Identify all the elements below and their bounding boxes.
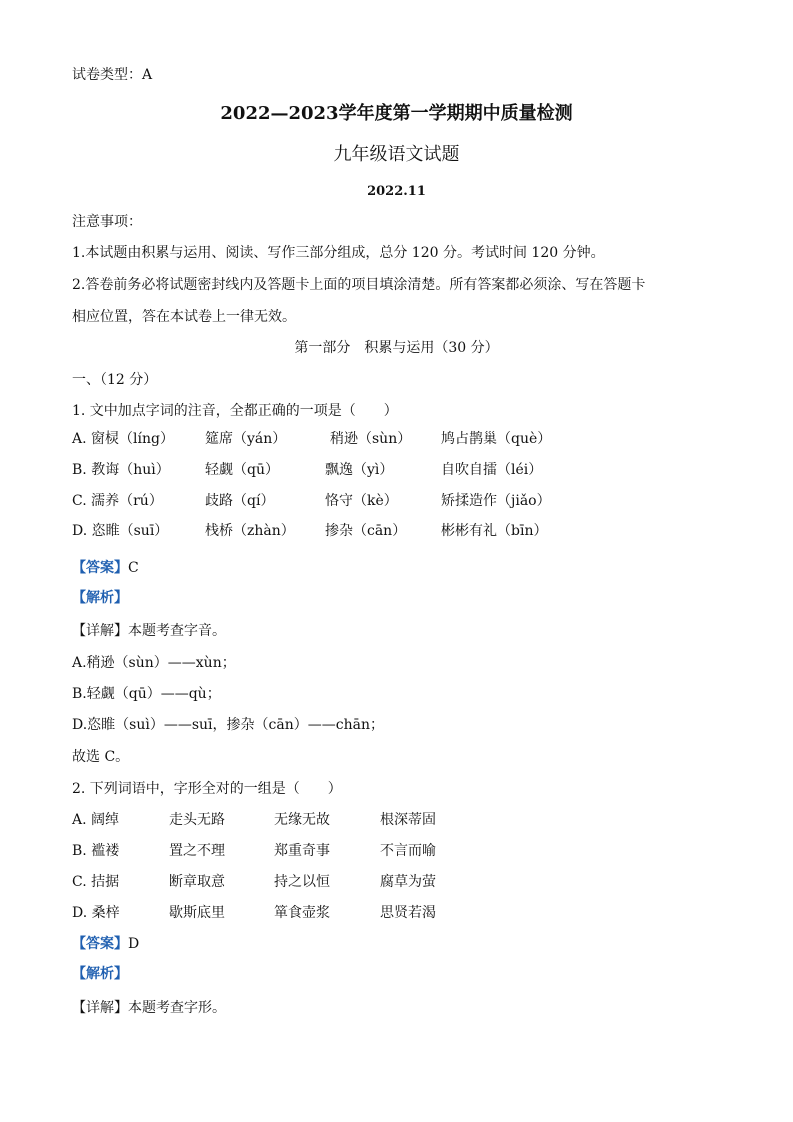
q2-option-a-word3: 无缘无故 (274, 812, 330, 828)
q2-option-a-word2: 走头无路 (169, 812, 225, 828)
q2-option-b-word4: 不言而喻 (380, 843, 436, 859)
answer-tag: 【答案】 (72, 936, 128, 952)
q2-answer: D (128, 936, 140, 952)
q2-option-c: C. 拮据 (72, 874, 120, 890)
q2-answer-row (72, 935, 139, 953)
analysis-tag: 【解析】 (72, 966, 128, 982)
exam-subtitle: 九年级语文试题 (333, 144, 460, 165)
q1-detail-row (72, 622, 226, 640)
q2-option-d-word4: 思贤若渴 (380, 905, 436, 921)
q1-option-a-word4: 鸠占鹊巢（què） (441, 431, 552, 447)
q1-option-d-word3: 掺杂（cān） (325, 523, 407, 539)
detail-tag: 【详解】 (72, 1000, 128, 1016)
q2-option-b-word3: 郑重奇事 (274, 843, 330, 859)
q1-option-a-word2: 筵席（yán） (205, 431, 287, 447)
q2-stem: 2. 下列词语中，字形全对的一组是（ ） (72, 781, 342, 797)
q1-option-c-word4: 矫揉造作（jiǎo） (441, 493, 551, 509)
section-heading: 一、（12 分） (72, 372, 158, 388)
q2-detail-row (72, 999, 226, 1017)
q1-answer: C (128, 560, 139, 576)
q1-option-a: A. 窗棂（líng） (72, 431, 174, 447)
analysis-tag: 【解析】 (72, 590, 128, 606)
q1-conclusion: 故选 C。 (72, 749, 130, 765)
q1-option-d-word4: 彬彬有礼（bīn） (441, 523, 548, 539)
q1-option-c: C. 濡养（rú） (72, 493, 163, 509)
q2-option-c-word2: 断章取意 (169, 874, 225, 890)
q1-option-d-word2: 栈桥（zhàn） (205, 523, 295, 539)
q1-answer-row (72, 559, 139, 577)
q2-option-a: A. 阔绰 (72, 812, 120, 828)
paper-type: 试卷类型：A (72, 67, 153, 83)
q1-option-b-word4: 自吹自擂（léi） (441, 462, 543, 478)
notice-item-2-cont: 相应位置，答在本试卷上一律无效。 (72, 309, 296, 325)
notice-heading: 注意事项： (72, 214, 142, 230)
q2-option-c-word3: 持之以恒 (274, 874, 330, 890)
q1-explain-d: D.恣睢（suì）——suī，掺杂（cān）——chān； (72, 717, 384, 733)
q1-option-b-word2: 轻觑（qū） (205, 462, 279, 478)
q2-option-d: D. 桑梓 (72, 905, 120, 921)
q1-option-b-word3: 飘逸（yì） (325, 462, 394, 478)
q2-option-c-word4: 腐草为萤 (380, 874, 436, 890)
part1-heading: 第一部分 积累与运用（30 分） (294, 340, 499, 356)
notice-item-2: 2.答卷前务必将试题密封线内及答题卡上面的项目填涂清楚。所有答案都必须涂、写在答题卡 (72, 277, 646, 293)
q1-option-c-word2: 歧路（qí） (205, 493, 275, 509)
q1-option-a-word3: 稍逊（sùn） (330, 431, 412, 447)
q1-explain-a: A.稍逊（sùn）——xùn； (72, 655, 236, 671)
answer-tag: 【答案】 (72, 560, 128, 576)
notice-item-1: 1.本试题由积累与运用、阅读、写作三部分组成，总分 120 分。考试时间 120 分钟。 (72, 245, 605, 261)
q1-option-c-word3: 恪守（kè） (325, 493, 398, 509)
q2-option-b: B. 褴褛 (72, 843, 120, 859)
q2-option-d-word2: 歇斯底里 (169, 905, 225, 921)
q1-stem: 1. 文中加点字词的注音，全都正确的一项是（ ） (72, 403, 398, 419)
exam-title: 2022—2023学年度第一学期期中质量检测 (220, 103, 573, 124)
q1-option-d: D. 恣睢（suī） (72, 523, 169, 539)
q2-detail: 本题考查字形。 (128, 1000, 226, 1016)
q2-option-b-word2: 置之不理 (169, 843, 225, 859)
exam-date: 2022.11 (367, 184, 426, 199)
q2-option-a-word4: 根深蒂固 (380, 812, 436, 828)
detail-tag: 【详解】 (72, 623, 128, 639)
q1-option-b: B. 教诲（huì） (72, 462, 170, 478)
q1-detail: 本题考查字音。 (128, 623, 226, 639)
q1-explain-b: B.轻觑（qū）——qù； (72, 686, 221, 702)
q2-option-d-word3: 箪食壶浆 (274, 905, 330, 921)
